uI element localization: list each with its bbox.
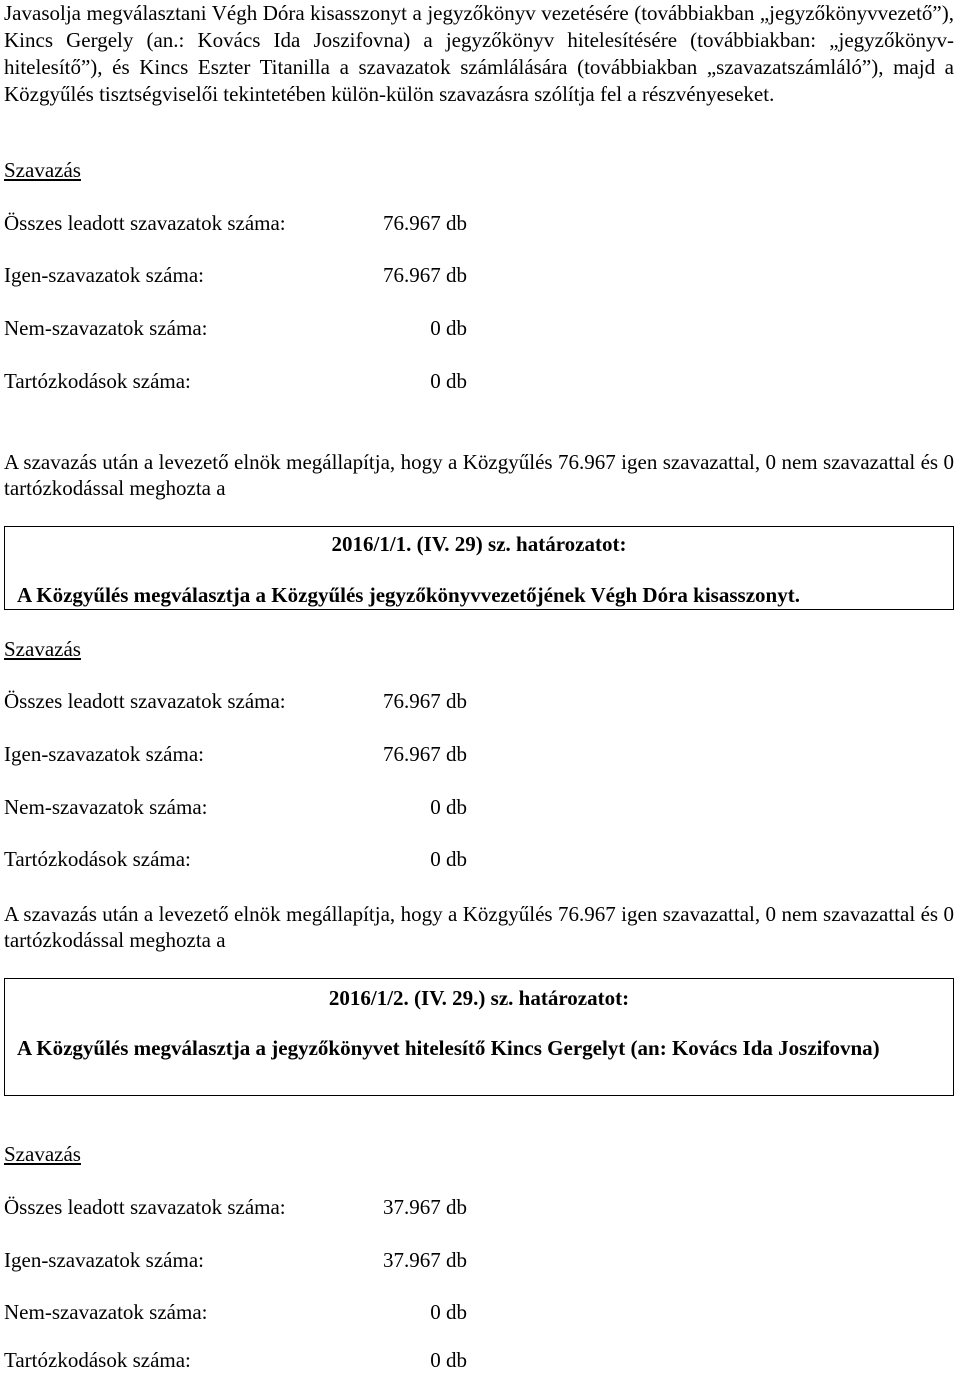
resolution-text: A Közgyűlés megválasztja a Közgyűlés jegyzőkönyvvezetőjének Végh Dóra kisasszonyt. (17, 583, 800, 607)
resolution-number: 2016/1/2. (IV. 29.) sz. határozatot: (328, 986, 630, 1010)
vote-value: 0 db (430, 795, 467, 819)
vote-value: 76.967 db (383, 742, 467, 766)
resolution-box (4, 526, 954, 610)
vote-value: 0 db (430, 316, 467, 340)
intro-paragraph: Javasolja megválasztani Végh Dóra kisasszonyt a jegyzőkönyv vezetésére (továbbiakban „jegyzőkönyvvezető”), Kincs Gergely (an.: Kovács Ida Joszifovna) a jegyzőkönyv hitelesítésére (továbbiakban: „jegyzőkönyv-hitelesítő”), és Kincs Eszter Titanilla a szavazatok számlálására (továbbiakban „szavazatszámláló”), majd a Közgyűlés tisztségviselői tekintetében külön-külön szavazásra szólítja fel a részvényeseket. (4, 1, 954, 106)
vote-row-abstain (4, 846, 604, 873)
vote-value: 76.967 db (383, 211, 467, 235)
vote-row-no (4, 794, 604, 821)
vote-heading: Szavazás (4, 1142, 81, 1166)
vote-label: Igen-szavazatok száma: (4, 263, 204, 287)
vote-label: Tartózkodások száma: (4, 847, 191, 871)
vote-row-yes (4, 741, 604, 768)
vote-label: Tartózkodások száma: (4, 1348, 191, 1372)
vote-value: 0 db (430, 847, 467, 871)
vote-heading: Szavazás (4, 637, 81, 661)
vote-label: Összes leadott szavazatok száma: (4, 211, 286, 235)
vote-label: Nem-szavazatok száma: (4, 795, 208, 819)
vote-row-no (4, 315, 604, 342)
vote-row-yes (4, 262, 604, 289)
vote-value: 76.967 db (383, 263, 467, 287)
resolution-number: 2016/1/1. (IV. 29) sz. határozatot: (331, 532, 627, 556)
resolution-box (4, 978, 954, 1096)
vote-label: Összes leadott szavazatok száma: (4, 1195, 286, 1219)
vote-row-total (4, 1194, 604, 1221)
vote-label: Igen-szavazatok száma: (4, 742, 204, 766)
vote-value: 0 db (430, 369, 467, 393)
vote-row-total (4, 210, 604, 237)
vote-label: Igen-szavazatok száma: (4, 1248, 204, 1272)
vote-result-text: A szavazás után a levezető elnök megállapítja, hogy a Közgyűlés 76.967 igen szavazattal, 0 nem szavazattal és 0 tartózkodással meghozta a (4, 450, 954, 500)
vote-label: Nem-szavazatok száma: (4, 1300, 208, 1324)
vote-result-text: A szavazás után a levezető elnök megállapítja, hogy a Közgyűlés 76.967 igen szavazattal, 0 nem szavazattal és 0 tartózkodással meghozta a (4, 902, 954, 952)
vote-value: 0 db (430, 1300, 467, 1324)
vote-label: Összes leadott szavazatok száma: (4, 689, 286, 713)
vote-value: 0 db (430, 1348, 467, 1372)
vote-value: 37.967 db (383, 1248, 467, 1272)
resolution-text: A Közgyűlés megválasztja a jegyzőkönyvet hitelesítő Kincs Gergelyt (an: Kovács Ida Joszifovna) (17, 1036, 880, 1060)
vote-row-no (4, 1299, 604, 1326)
vote-label: Tartózkodások száma: (4, 369, 191, 393)
vote-value: 37.967 db (383, 1195, 467, 1219)
vote-row-total (4, 688, 604, 715)
vote-row-yes (4, 1247, 604, 1274)
vote-heading: Szavazás (4, 158, 81, 182)
vote-label: Nem-szavazatok száma: (4, 316, 208, 340)
vote-row-abstain (4, 368, 604, 395)
vote-row-abstain (4, 1347, 604, 1374)
vote-value: 76.967 db (383, 689, 467, 713)
